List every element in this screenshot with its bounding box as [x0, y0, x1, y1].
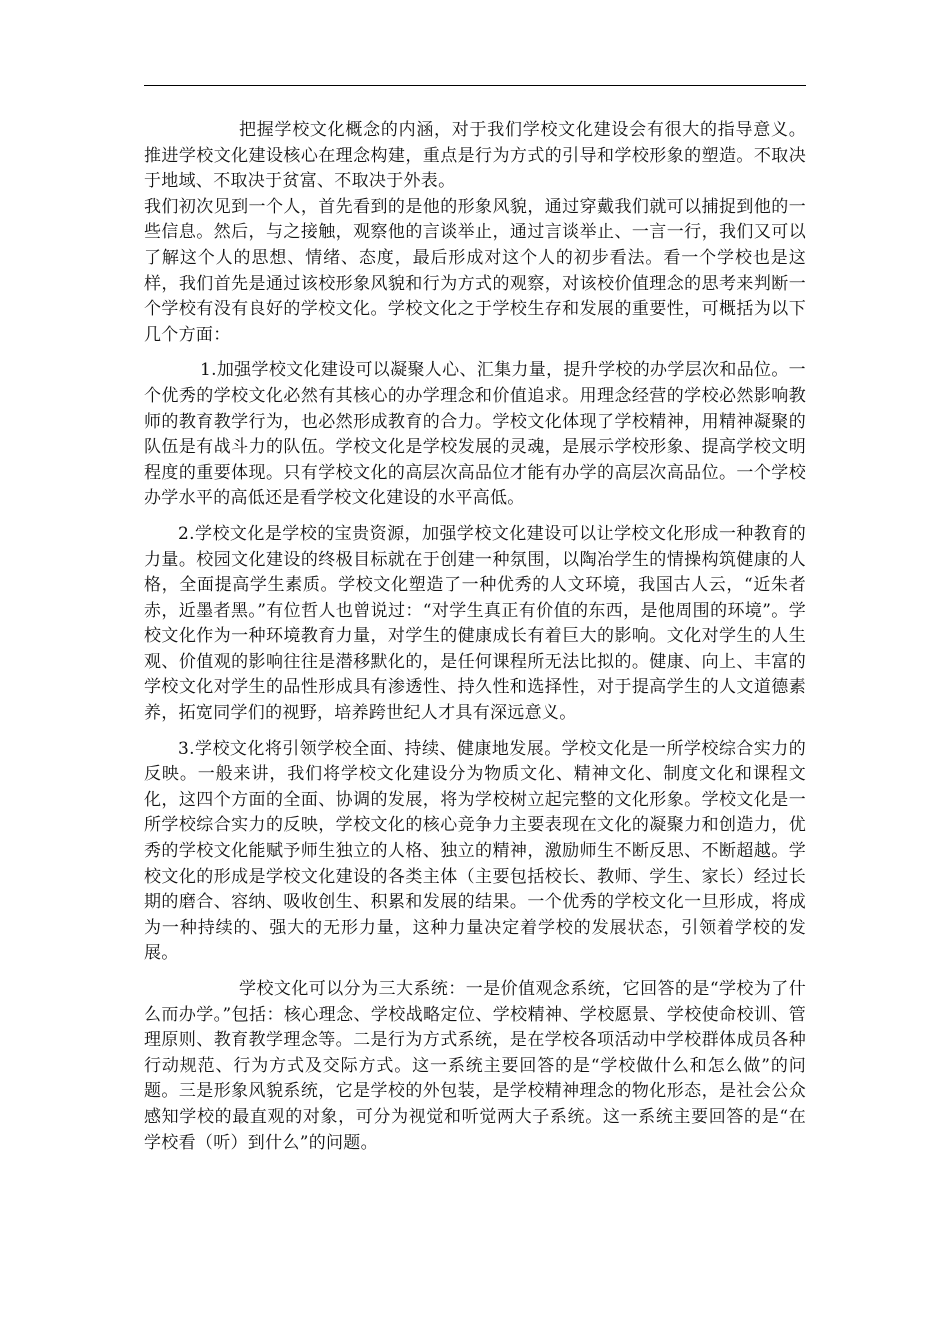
paragraph-point-1: 1.加强学校文化建设可以凝聚人心、汇集力量，提升学校的办学层次和品位。一个优秀的学校文化必然有其核心的办学理念和价值追求。用理念经营的学校必然影响教师的教育教学行为，也必然形成教育的合力。学校文化体现了学校精神，用精神凝聚的队伍是有战斗力的队伍。学校文化是学校发展的灵魂，是展示学校形象、提高学校文明程度的重要体现。只有学校文化的高层次高品位才能有办学的高层次高品位。一个学校办学水平的高低还是看学校文化建设的水平高低。 — [144, 360, 806, 509]
header-rule — [144, 85, 806, 86]
paragraph-point-3: 3.学校文化将引领学校全面、持续、健康地发展。学校文化是一所学校综合实力的反映。一般来讲，我们将学校文化建设分为物质文化、精神文化、制度文化和课程文化，这四个方面的全面、协调的发展，将为学校树立起完整的文化形象。学校文化是一所学校综合实力的反映，学校文化的核心竞争力主要表现在文化的凝聚力和创造力，优秀的学校文化能赋予师生独立的人格、独立的精神，激励师生不断反思、不断超越。学校文化的形成是学校文化建设的各类主体（主要包括校长、教师、学生、家长）经过长期的磨合、容纳、吸收创生、积累和发展的结果。一个优秀的学校文化一旦形成，将成为一种持续的、强大的无形力量，这种力量决定着学校的发展状态，引领着学校的发展。 — [144, 738, 806, 964]
document-body — [144, 118, 806, 1156]
paragraph-observation: 我们初次见到一个人，首先看到的是他的形象风貌，通过穿戴我们就可以捕捉到他的一些信息。然后，与之接触，观察他的言谈举止，通过言谈举止、一言一行，我们又可以了解这个人的思想、情绪、态度，最后形成对这个人的初步看法。看一个学校也是这样，我们首先是通过该校形象风貌和行为方式的观察，对该校价值理念的思考来判断一个学校有没有良好的学校文化。学校文化之于学校生存和发展的重要性，可概括为以下几个方面： — [144, 196, 806, 345]
paragraph-intro: 把握学校文化概念的内涵，对于我们学校文化建设会有很大的指导意义。推进学校文化建设核心在理念构建，重点是行为方式的引导和学校形象的塑造。不取决于地域、不取决于贫富、不取决于外表。 — [144, 120, 806, 192]
paragraph-three-systems: 学校文化可以分为三大系统：一是价值观念系统，它回答的是“学校为了什么而办学。”包括：核心理念、学校战略定位、学校精神、学校愿景、学校使命校训、管理原则、教育教学理念等。二是行为方式系统，是在学校各项活动中学校群体成员各种行动规范、行为方式及交际方式。这一系统主要回答的是“学校做什么和怎么做”的问题。三是形象风貌系统，它是学校的外包装，是学校精神理念的物化形态，是社会公众感知学校的最直观的对象，可分为视觉和听觉两大子系统。这一系统主要回答的是“在学校看（听）到什么”的问题。 — [144, 979, 806, 1153]
paragraph-point-2: 2.学校文化是学校的宝贵资源，加强学校文化建设可以让学校文化形成一种教育的力量。校园文化建设的终极目标就在于创建一种氛围，以陶冶学生的情操构筑健康的人格，全面提高学生素质。学校文化塑造了一种优秀的人文环境，我国古人云，“近朱者赤，近墨者黑。”有位哲人也曾说过：“对学生真正有价值的东西，是他周围的环境”。学校文化作为一种环境教育力量，对学生的健康成长有着巨大的影响。文化对学生的人生观、价值观的影响往往是潜移默化的，是任何课程所无法比拟的。健康、向上、丰富的学校文化对学生的品性形成具有渗透性、持久性和选择性，对于提高学生的人文道德素养，拓宽同学们的视野，培养跨世纪人才具有深远意义。 — [144, 523, 806, 724]
